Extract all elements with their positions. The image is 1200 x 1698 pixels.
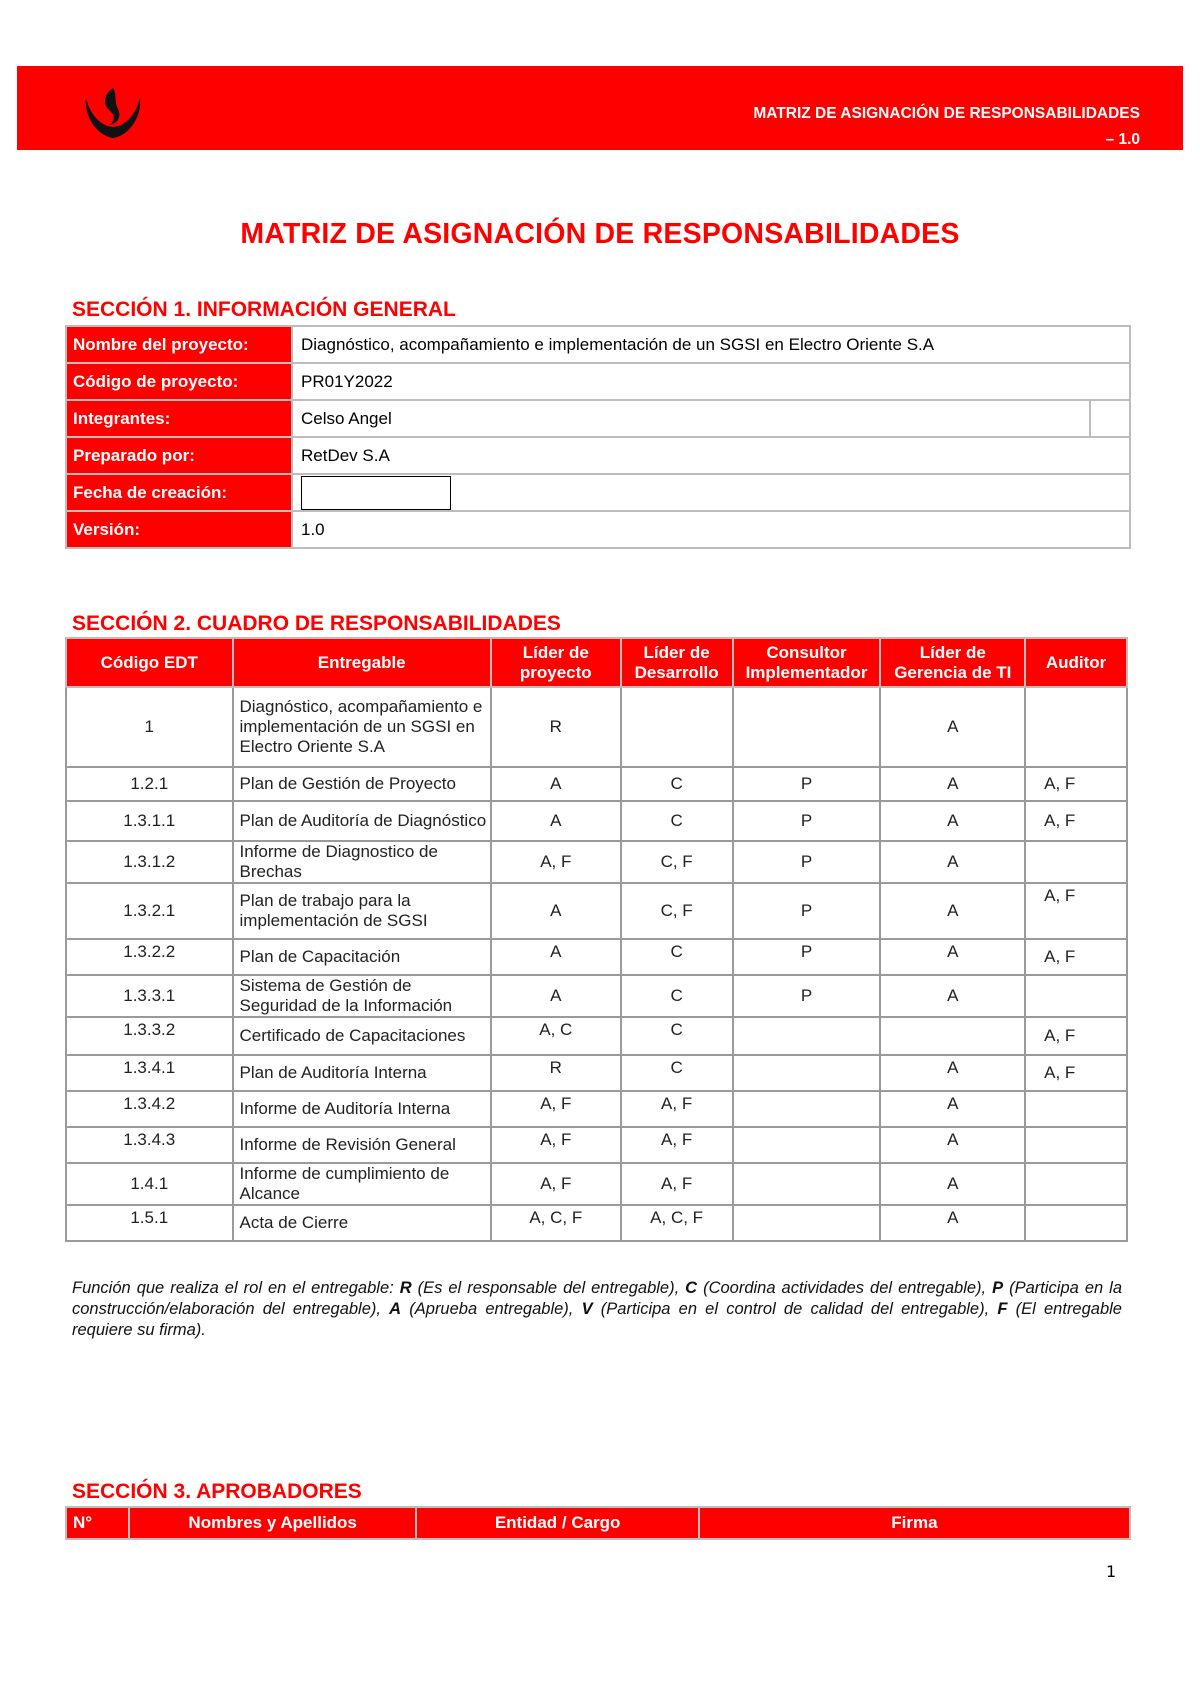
info-value — [292, 474, 1130, 511]
deliverable-cell: Acta de Cierre — [233, 1205, 491, 1241]
info-value: 1.0 — [292, 511, 1130, 548]
role-cell-auditor — [1025, 1091, 1127, 1127]
matrix-row — [66, 975, 1127, 1017]
info-row — [66, 511, 1130, 548]
info-label: Integrantes: — [66, 400, 292, 437]
info-row — [66, 326, 1130, 363]
edt-code-cell: 1.3.4.3 — [66, 1127, 233, 1163]
role-cell-lider-ti: A — [880, 975, 1025, 1017]
role-cell-lider-ti: A — [880, 939, 1025, 975]
header-title-line1: MATRIZ DE ASIGNACIÓN DE RESPONSABILIDADES — [753, 105, 1140, 122]
header-text-line: Auditor — [1045, 652, 1107, 672]
info-row — [66, 437, 1130, 474]
info-row — [66, 363, 1130, 400]
edt-code-cell: 1.3.4.2 — [66, 1091, 233, 1127]
approvers-header-cell: Entidad / Cargo — [416, 1507, 698, 1539]
role-cell-lider-ti: A — [880, 1127, 1025, 1163]
edt-code-cell: 1.3.3.1 — [66, 975, 233, 1017]
role-cell-lider-ti: A — [880, 801, 1025, 841]
approvers-table — [65, 1506, 1131, 1540]
role-cell-auditor — [1025, 975, 1127, 1017]
deliverable-cell: Plan de Capacitación — [233, 939, 491, 975]
header-text-line: Código EDT — [100, 652, 198, 672]
role-cell-lider-ti: A — [880, 767, 1025, 801]
legend-text: (El entregable requiere su firma). — [72, 1300, 1122, 1339]
header-text-line: Líder de — [643, 642, 710, 662]
info-label: Código de proyecto: — [66, 363, 292, 400]
section2-title: SECCIÓN 2. CUADRO DE RESPONSABILIDADES — [72, 612, 561, 635]
role-cell-lider-desarrollo: C — [621, 1055, 733, 1091]
role-cell-lider-desarrollo — [621, 687, 733, 767]
role-cell-lider-proyecto: A — [491, 767, 621, 801]
header-title-line2: – 1.0 — [1105, 131, 1140, 148]
role-cell-auditor — [1025, 841, 1127, 883]
section3-title: SECCIÓN 3. APROBADORES — [72, 1480, 362, 1503]
responsibility-matrix-table — [65, 637, 1128, 1242]
matrix-header-cell — [621, 638, 733, 687]
role-cell-auditor: A, F — [1025, 1055, 1127, 1091]
legend-text: (Aprueba entregable), — [401, 1300, 582, 1318]
role-cell-auditor: A, F — [1025, 801, 1127, 841]
role-cell-lider-proyecto: A, F — [491, 1091, 621, 1127]
role-cell-consultor: P — [733, 883, 881, 939]
deliverable-cell: Diagnóstico, acompañamiento e implementación de un SGSI en Electro Oriente S.A — [233, 687, 491, 767]
legend-key: F — [997, 1300, 1008, 1318]
matrix-row — [66, 1127, 1127, 1163]
legend-text: (Es el responsable del entregable), — [411, 1279, 686, 1297]
matrix-row — [66, 883, 1127, 939]
legend-intro: Función que realiza el rol en el entregable: — [72, 1279, 400, 1297]
legend-text: (Coordina actividades del entregable), — [697, 1279, 993, 1297]
matrix-row — [66, 1017, 1127, 1055]
deliverable-cell: Certificado de Capacitaciones — [233, 1017, 491, 1055]
cell-divider — [1089, 401, 1091, 436]
header-text-line: Líder de — [522, 642, 589, 662]
role-legend — [72, 1278, 1122, 1341]
legend-key: P — [992, 1279, 1004, 1297]
approvers-header-cell: N° — [66, 1507, 129, 1539]
role-cell-lider-proyecto: R — [491, 1055, 621, 1091]
matrix-header-cell — [733, 638, 881, 687]
info-value-text: Celso Angel — [301, 408, 392, 428]
role-cell-lider-ti — [880, 1017, 1025, 1055]
role-cell-consultor: P — [733, 767, 881, 801]
edt-code-cell: 1 — [66, 687, 233, 767]
matrix-row — [66, 801, 1127, 841]
role-cell-consultor: P — [733, 801, 881, 841]
section1-title: SECCIÓN 1. INFORMACIÓN GENERAL — [72, 298, 456, 321]
deliverable-cell: Informe de Diagnostico de Brechas — [233, 841, 491, 883]
info-value: Diagnóstico, acompañamiento e implementación de un SGSI en Electro Oriente S.A — [292, 326, 1130, 363]
role-cell-auditor — [1025, 1127, 1127, 1163]
deliverable-cell: Plan de Auditoría Interna — [233, 1055, 491, 1091]
role-cell-lider-proyecto: A, F — [491, 1163, 621, 1205]
matrix-row — [66, 939, 1127, 975]
general-info-table — [65, 325, 1131, 549]
header-text-line: Entregable — [317, 652, 406, 672]
header-text-line: Líder de — [919, 642, 986, 662]
role-cell-lider-proyecto: A — [491, 939, 621, 975]
role-cell-lider-desarrollo: C, F — [621, 883, 733, 939]
role-cell-lider-desarrollo: C — [621, 939, 733, 975]
role-cell-auditor: A, F — [1025, 939, 1127, 975]
deliverable-cell: Informe de cumplimiento de Alcance — [233, 1163, 491, 1205]
matrix-row — [66, 1163, 1127, 1205]
role-cell-consultor — [733, 1017, 881, 1055]
role-cell-lider-proyecto: A, C, F — [491, 1205, 621, 1241]
role-cell-auditor: A, F — [1025, 767, 1127, 801]
legend-text: (Participa en la construcción/elaboración del entregable), — [72, 1279, 1122, 1318]
deliverable-cell: Plan de trabajo para la implementación de SGSI — [233, 883, 491, 939]
role-cell-lider-desarrollo: C — [621, 801, 733, 841]
matrix-row — [66, 1091, 1127, 1127]
edt-code-cell: 1.3.1.2 — [66, 841, 233, 883]
deliverable-cell: Plan de Gestión de Proyecto — [233, 767, 491, 801]
header-text-line: Gerencia de TI — [894, 662, 1012, 682]
info-value: PR01Y2022 — [292, 363, 1130, 400]
info-value: RetDev S.A — [292, 437, 1130, 474]
info-label: Nombre del proyecto: — [66, 326, 292, 363]
role-cell-auditor — [1025, 1163, 1127, 1205]
role-cell-lider-proyecto: A, F — [491, 1127, 621, 1163]
header-text-line: Implementador — [745, 662, 868, 682]
role-cell-consultor — [733, 1127, 881, 1163]
role-cell-consultor — [733, 1055, 881, 1091]
role-cell-auditor: A, F — [1025, 1017, 1127, 1055]
deliverable-cell: Plan de Auditoría de Diagnóstico — [233, 801, 491, 841]
role-cell-lider-desarrollo: C — [621, 1017, 733, 1055]
page-number: 1 — [1106, 1562, 1117, 1581]
role-cell-lider-ti: A — [880, 1205, 1025, 1241]
legend-key: A — [389, 1300, 402, 1318]
edt-code-cell: 1.2.1 — [66, 767, 233, 801]
matrix-row — [66, 767, 1127, 801]
info-row — [66, 474, 1130, 511]
matrix-header-cell — [880, 638, 1025, 687]
matrix-row — [66, 841, 1127, 883]
matrix-row — [66, 1205, 1127, 1241]
role-cell-lider-desarrollo: A, F — [621, 1091, 733, 1127]
matrix-row — [66, 687, 1127, 767]
matrix-header-cell — [66, 638, 233, 687]
legend-key: V — [581, 1300, 593, 1318]
role-cell-lider-proyecto: R — [491, 687, 621, 767]
header-text-line: Desarrollo — [634, 662, 719, 682]
role-cell-lider-desarrollo: C, F — [621, 841, 733, 883]
edt-code-cell: 1.3.2.1 — [66, 883, 233, 939]
deliverable-cell: Informe de Revisión General — [233, 1127, 491, 1163]
role-cell-lider-ti: A — [880, 841, 1025, 883]
approvers-header-cell: Nombres y Apellidos — [129, 1507, 417, 1539]
matrix-header-cell — [491, 638, 621, 687]
matrix-header-cell — [233, 638, 491, 687]
info-row — [66, 400, 1130, 437]
info-label: Fecha de creación: — [66, 474, 292, 511]
header-text-line: proyecto — [519, 662, 592, 682]
edt-code-cell: 1.3.2.2 — [66, 939, 233, 975]
role-cell-lider-proyecto: A, F — [491, 841, 621, 883]
role-cell-lider-ti: A — [880, 1163, 1025, 1205]
upc-logo-icon — [80, 84, 146, 142]
matrix-header-cell — [1025, 638, 1127, 687]
role-cell-consultor — [733, 687, 881, 767]
deliverable-cell: Sistema de Gestión de Seguridad de la Información — [233, 975, 491, 1017]
matrix-row — [66, 1055, 1127, 1091]
edt-code-cell: 1.3.4.1 — [66, 1055, 233, 1091]
legend-key: C — [685, 1279, 698, 1297]
approvers-header-cell: Firma — [699, 1507, 1130, 1539]
role-cell-lider-proyecto: A, C — [491, 1017, 621, 1055]
role-cell-lider-ti: A — [880, 687, 1025, 767]
role-cell-lider-desarrollo: A, C, F — [621, 1205, 733, 1241]
edt-code-cell: 1.3.3.2 — [66, 1017, 233, 1055]
role-cell-lider-proyecto: A — [491, 975, 621, 1017]
edt-code-cell: 1.4.1 — [66, 1163, 233, 1205]
role-cell-consultor: P — [733, 939, 881, 975]
role-cell-lider-ti: A — [880, 1055, 1025, 1091]
legend-key: R — [399, 1279, 412, 1297]
role-cell-consultor: P — [733, 841, 881, 883]
role-cell-consultor — [733, 1163, 881, 1205]
role-cell-lider-desarrollo: C — [621, 975, 733, 1017]
document-title: MATRIZ DE ASIGNACIÓN DE RESPONSABILIDADES — [240, 218, 960, 250]
creation-date-field[interactable] — [301, 476, 451, 510]
role-cell-auditor — [1025, 687, 1127, 767]
legend-text: (Participa en el control de calidad del entregable), — [592, 1300, 998, 1318]
role-cell-lider-desarrollo: A, F — [621, 1163, 733, 1205]
role-cell-consultor — [733, 1091, 881, 1127]
role-cell-auditor: A, F — [1025, 883, 1127, 939]
edt-code-cell: 1.3.1.1 — [66, 801, 233, 841]
role-cell-lider-desarrollo: A, F — [621, 1127, 733, 1163]
info-label: Versión: — [66, 511, 292, 548]
info-value — [292, 400, 1130, 437]
role-cell-lider-proyecto: A — [491, 801, 621, 841]
role-cell-consultor — [733, 1205, 881, 1241]
role-cell-lider-desarrollo: C — [621, 767, 733, 801]
role-cell-lider-ti: A — [880, 883, 1025, 939]
role-cell-consultor: P — [733, 975, 881, 1017]
role-cell-auditor — [1025, 1205, 1127, 1241]
info-label: Preparado por: — [66, 437, 292, 474]
deliverable-cell: Informe de Auditoría Interna — [233, 1091, 491, 1127]
role-cell-lider-ti: A — [880, 1091, 1025, 1127]
edt-code-cell: 1.5.1 — [66, 1205, 233, 1241]
header-title — [753, 101, 1140, 153]
role-cell-lider-proyecto: A — [491, 883, 621, 939]
header-text-line: Consultor — [766, 642, 847, 662]
